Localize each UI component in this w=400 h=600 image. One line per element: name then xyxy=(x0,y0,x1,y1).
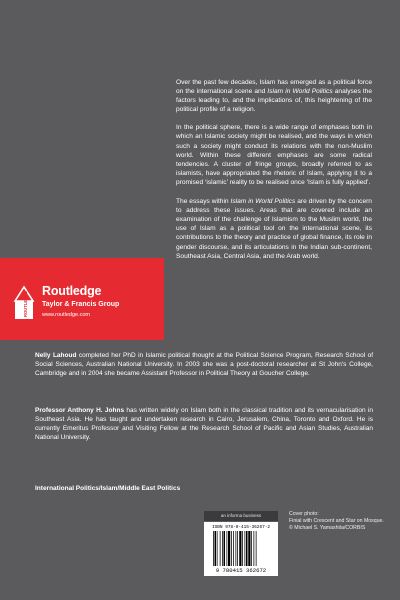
publisher-url: www.routledge.com xyxy=(42,312,90,318)
barcode-bar xyxy=(217,531,218,566)
barcode-bar xyxy=(242,531,243,566)
description-text: are driven by the concern to address these issues. Areas that are covered include an examination of the challenge of Islamism to the Muslim world, the use of Islam as a political tool on the international scene, its contributions to the theory and practice of global finance, its role in gender discourse, and its articulations in the Indian sub-continent, Southeast Asia, Central Asia, and the Arab world. xyxy=(176,198,372,260)
barcode-bar xyxy=(222,531,223,566)
barcode-bar xyxy=(220,531,221,566)
credit-line: © Michael S. Yamashita/CORBIS xyxy=(289,525,366,532)
credit-line: Cover photo: xyxy=(289,511,319,517)
barcode-bar xyxy=(239,531,241,566)
barcode-bar xyxy=(215,531,217,566)
isbn-text: ISBN 978-0-415-36267-2 xyxy=(212,525,270,530)
barcode-bar xyxy=(224,531,226,566)
book-description xyxy=(176,78,372,270)
cover-credits xyxy=(289,511,384,533)
author-name: Professor Anthony H. Johns xyxy=(35,407,125,414)
barcode-bar xyxy=(251,531,252,566)
publisher-group: Taylor & Francis Group xyxy=(42,301,120,308)
routledge-logo-icon xyxy=(13,285,35,320)
logo-vertical-text: ROUTLEDGE xyxy=(23,290,28,317)
barcode-bar xyxy=(236,531,237,566)
author-bio xyxy=(35,406,373,442)
description-text: The essays within xyxy=(176,198,231,206)
author-name: Nelly Lahoud xyxy=(35,352,77,359)
barcode-bar xyxy=(248,531,250,566)
barcode-bar xyxy=(237,531,238,566)
barcode-bar xyxy=(233,531,234,566)
barcode-bar xyxy=(254,531,255,566)
barcode-bar xyxy=(228,531,230,566)
description-paragraph: In the political sphere, there is a wide range of emphases both in which an Islamic society might be realised, and the ways in which such a society might conduct its relations with the non-Muslim world. Within these different emphases are some radical tendencies. A cluster of fringe groups, broadly referred to as islamists, have appropriated the rhetoric of Islam, applying it to a promised ‘islamic’ reality to be realised once ‘Islam is fully applied’. xyxy=(176,124,372,186)
author-bio-text: has written widely on Islam both in the classical tradition and its vernacularisation in Southeast Asia. He has taught and undertaken research in Cairo, Jerusalem, China, Toronto and Oxford. He is currently Emeritus Professor and Visiting Fellow at the Research School of Pacific and Asian Studies, Australian National University. xyxy=(35,407,373,441)
barcode-icon xyxy=(213,531,269,566)
credit-line: Finial with Crescent and Star on Mosque. xyxy=(289,518,384,525)
book-title-italic: Islam in World Politics xyxy=(230,198,296,206)
barcode-bar xyxy=(246,531,248,566)
author-bio-text: completed her PhD in Islamic political thought at the Political Science Program, Research School of Social Sciences, Australian National University. In 2003 she was a post-doctoral researcher at St John's College, Cambridge and in 2004 she became Assistant Professor in Political Theory at Goucher College. xyxy=(35,352,374,377)
subject-categories: International Politics/Islam/Middle East Politics xyxy=(35,485,181,492)
barcode-bar xyxy=(256,531,257,566)
informa-label: an informa business xyxy=(204,511,278,521)
barcode-bar xyxy=(227,531,228,566)
author-bio xyxy=(35,351,373,378)
isbn-barcode-box xyxy=(204,522,278,576)
description-text: analyses the factors leading to, and the implications of, this heightening of the political profile of a religion. xyxy=(176,88,373,114)
barcode-bar xyxy=(231,531,232,566)
description-text: Over the past few decades, Islam has emerged as a political force on the international scene and xyxy=(176,79,372,96)
barcode-bar xyxy=(213,531,214,566)
description-paragraph xyxy=(176,197,372,261)
publisher-name: Routledge xyxy=(42,284,102,298)
barcode-number: 9 780415 362672 xyxy=(215,567,267,574)
book-title-italic: Islam in World Politics xyxy=(267,88,333,96)
barcode-bar xyxy=(245,531,246,566)
description-paragraph xyxy=(176,78,372,114)
